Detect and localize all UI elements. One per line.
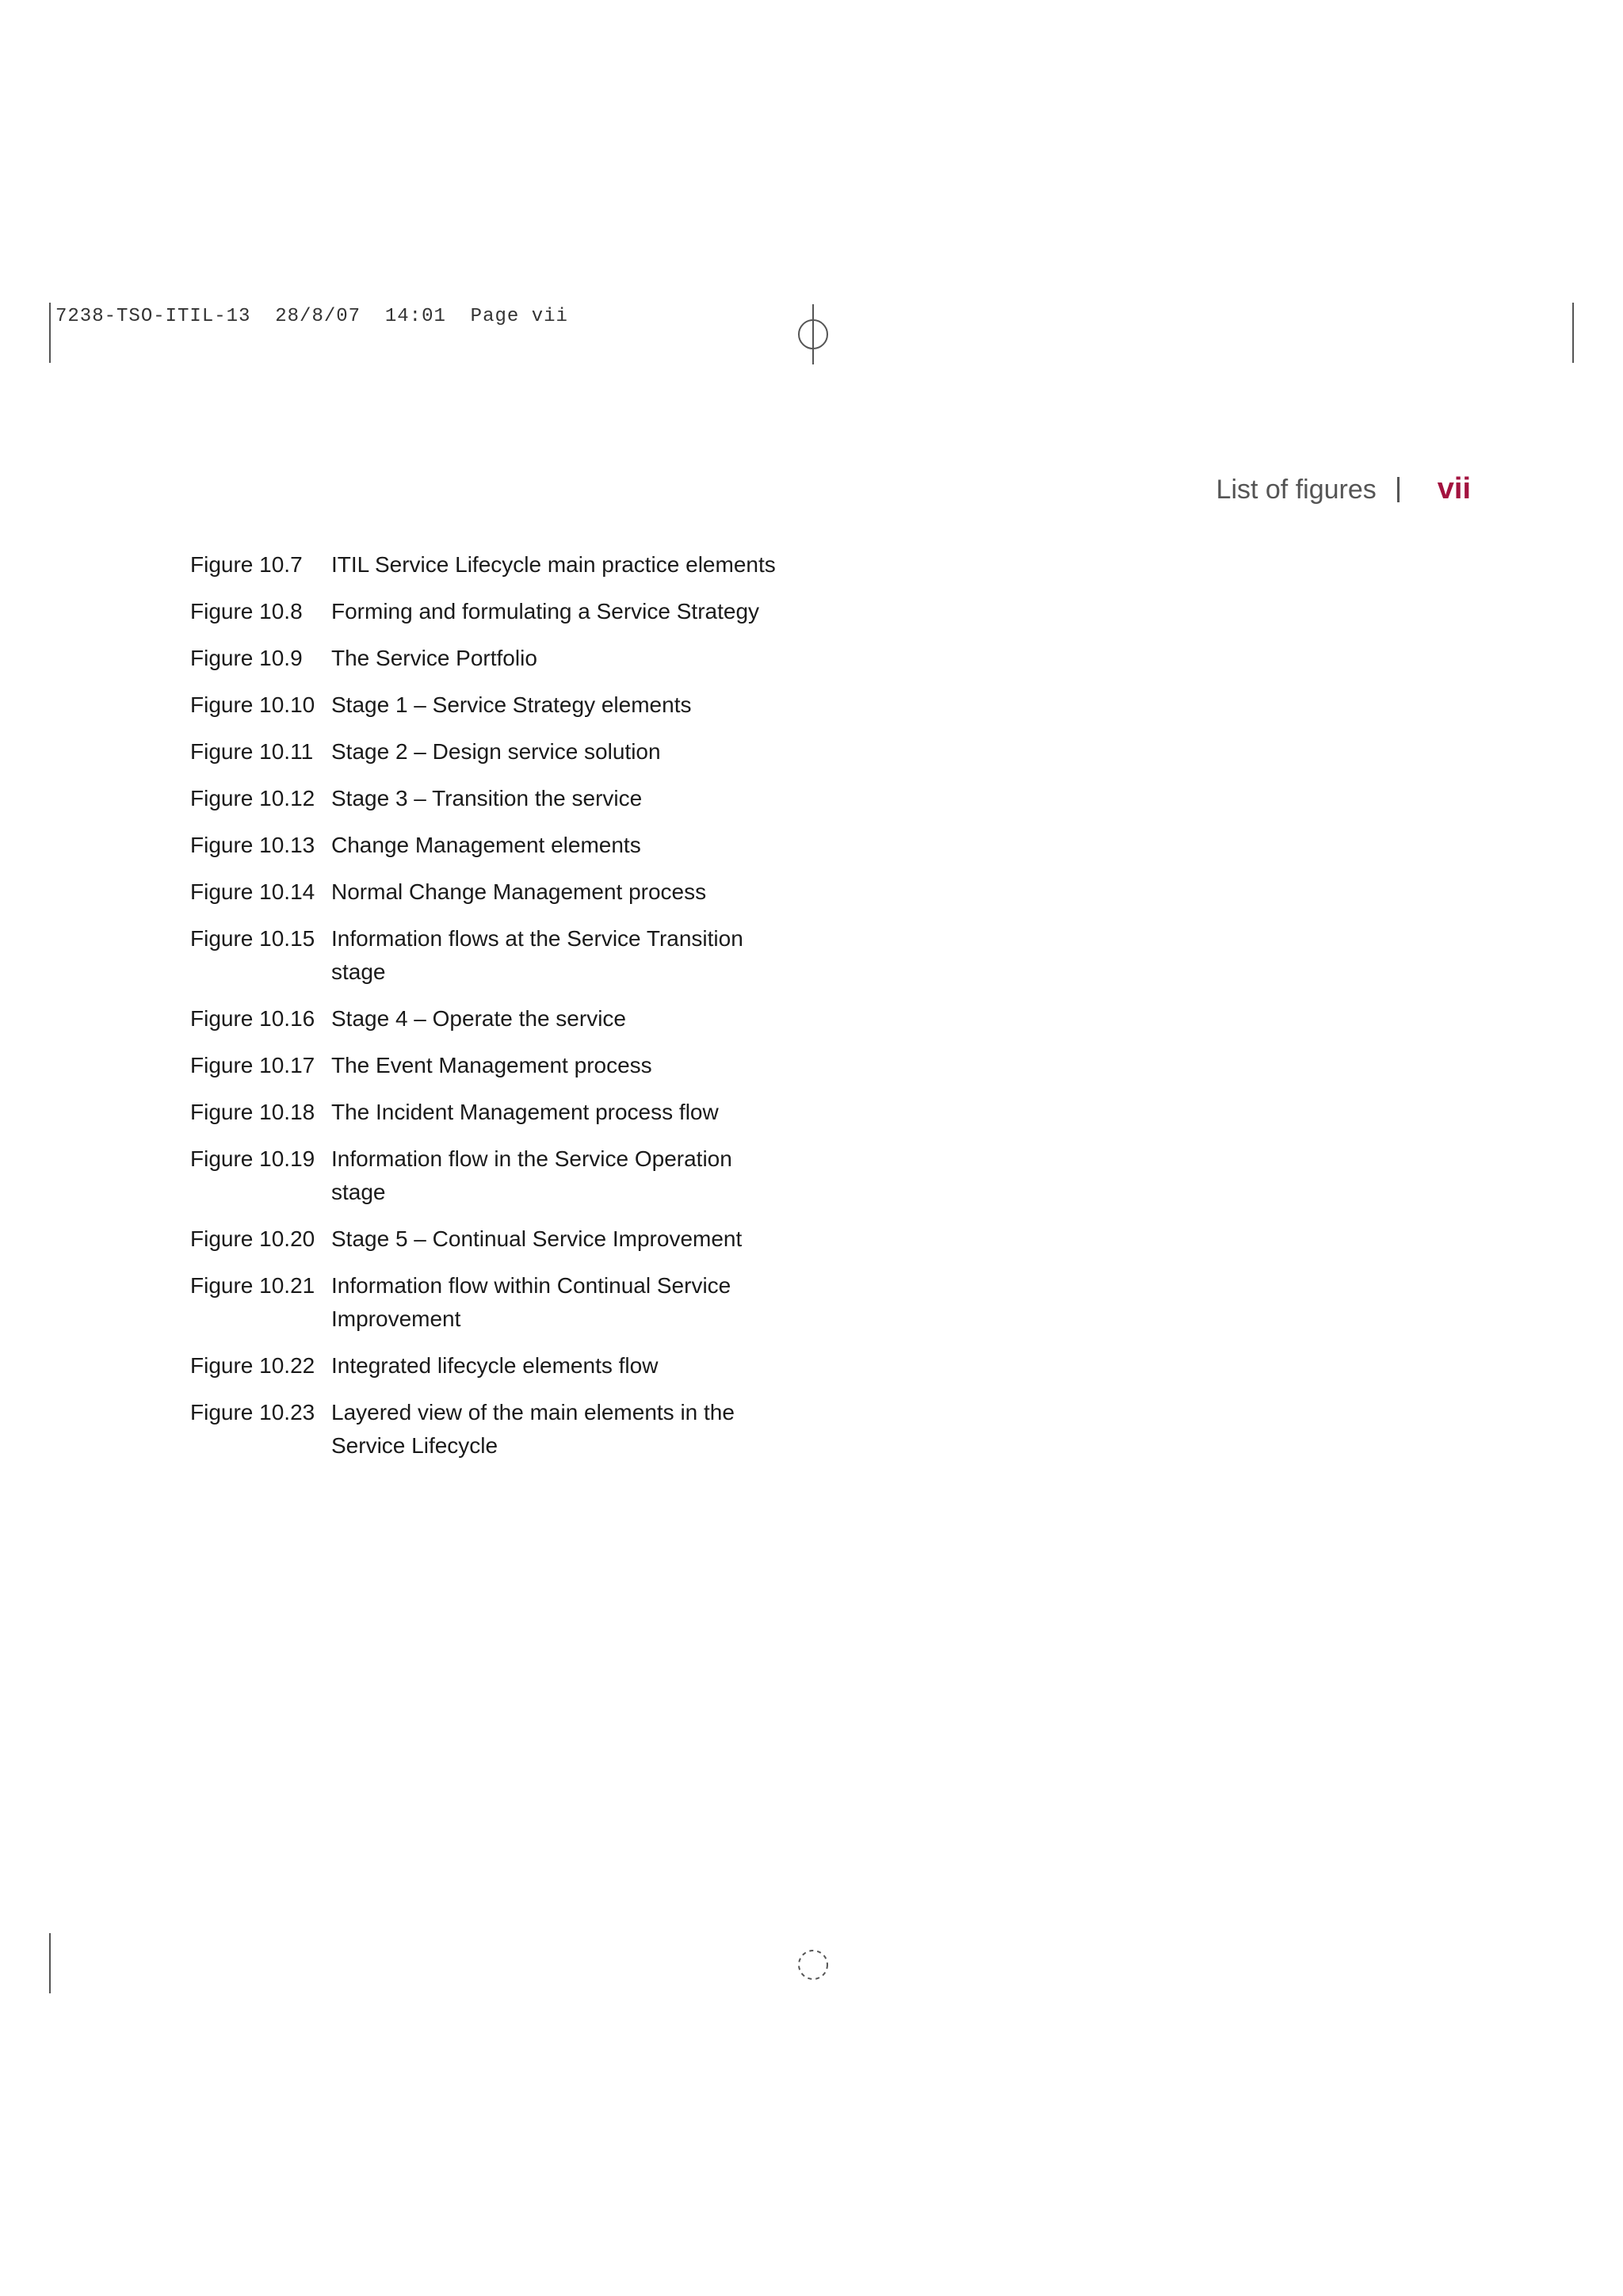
figure-title: Information flows at the Service Transition stage xyxy=(331,926,743,984)
list-item xyxy=(190,548,840,582)
page-number: vii xyxy=(1437,472,1471,505)
figure-title: Normal Change Management process xyxy=(331,879,707,904)
list-item xyxy=(190,1096,840,1129)
figure-title: Forming and formulating a Service Strategy xyxy=(331,599,760,624)
figure-label: Figure 10.12 xyxy=(190,786,315,810)
figure-label: Figure 10.13 xyxy=(190,833,315,857)
figure-label: Figure 10.9 xyxy=(190,646,303,670)
crop-mark-bottom-left xyxy=(49,1933,51,1993)
list-item xyxy=(190,922,840,989)
figure-title: Stage 2 – Design service solution xyxy=(331,739,661,764)
crop-mark-top-right xyxy=(1572,303,1574,363)
list-item xyxy=(190,595,840,628)
registration-mark-top-icon xyxy=(796,304,831,364)
figure-label: Figure 10.8 xyxy=(190,599,303,624)
figure-label: Figure 10.16 xyxy=(190,1006,315,1031)
figure-label: Figure 10.21 xyxy=(190,1273,315,1298)
list-of-figures xyxy=(190,548,840,1476)
figure-title: Change Management elements xyxy=(331,833,641,857)
list-item xyxy=(190,688,840,722)
figure-label: Figure 10.18 xyxy=(190,1100,315,1124)
figure-title: Layered view of the main elements in the Service Lifecycle xyxy=(331,1400,735,1458)
figure-label: Figure 10.19 xyxy=(190,1146,315,1171)
figure-label: Figure 10.23 xyxy=(190,1400,315,1425)
registration-mark-bottom-icon xyxy=(796,1947,831,1982)
running-header-title: List of figures xyxy=(1216,475,1377,505)
figure-label: Figure 10.14 xyxy=(190,879,315,904)
figure-title: Stage 5 – Continual Service Improvement xyxy=(331,1226,743,1251)
figure-label: Figure 10.10 xyxy=(190,692,315,717)
figure-title: ITIL Service Lifecycle main practice elements xyxy=(331,552,776,577)
crop-mark-top-left xyxy=(49,303,51,363)
figure-title: The Incident Management process flow xyxy=(331,1100,719,1124)
running-header-separator xyxy=(1397,477,1400,502)
figure-title: The Event Management process xyxy=(331,1053,652,1077)
figure-label: Figure 10.15 xyxy=(190,926,315,951)
figure-label: Figure 10.17 xyxy=(190,1053,315,1077)
figure-label: Figure 10.7 xyxy=(190,552,303,577)
list-item xyxy=(190,642,840,675)
figure-label: Figure 10.22 xyxy=(190,1353,315,1378)
list-item xyxy=(190,1049,840,1082)
figure-title: Stage 1 – Service Strategy elements xyxy=(331,692,692,717)
figure-title: Information flow in the Service Operation stage xyxy=(331,1146,732,1204)
figure-title: Stage 4 – Operate the service xyxy=(331,1006,626,1031)
figure-label: Figure 10.20 xyxy=(190,1226,315,1251)
list-item xyxy=(190,1222,840,1256)
list-item xyxy=(190,875,840,909)
figure-title: Integrated lifecycle elements flow xyxy=(331,1353,659,1378)
figure-label: Figure 10.11 xyxy=(190,739,314,764)
list-item xyxy=(190,1002,840,1035)
figure-title: Information flow within Continual Service Improvement xyxy=(331,1273,731,1331)
figure-title: The Service Portfolio xyxy=(331,646,537,670)
list-item xyxy=(190,1142,840,1209)
list-item xyxy=(190,1269,840,1336)
list-item xyxy=(190,829,840,862)
printer-slug: 7238-TSO-ITIL-13 28/8/07 14:01 Page vii xyxy=(55,306,568,327)
list-item xyxy=(190,735,840,769)
list-item xyxy=(190,1349,840,1383)
list-item xyxy=(190,1396,840,1463)
list-item xyxy=(190,782,840,815)
running-header xyxy=(1216,472,1471,506)
figure-title: Stage 3 – Transition the service xyxy=(331,786,643,810)
